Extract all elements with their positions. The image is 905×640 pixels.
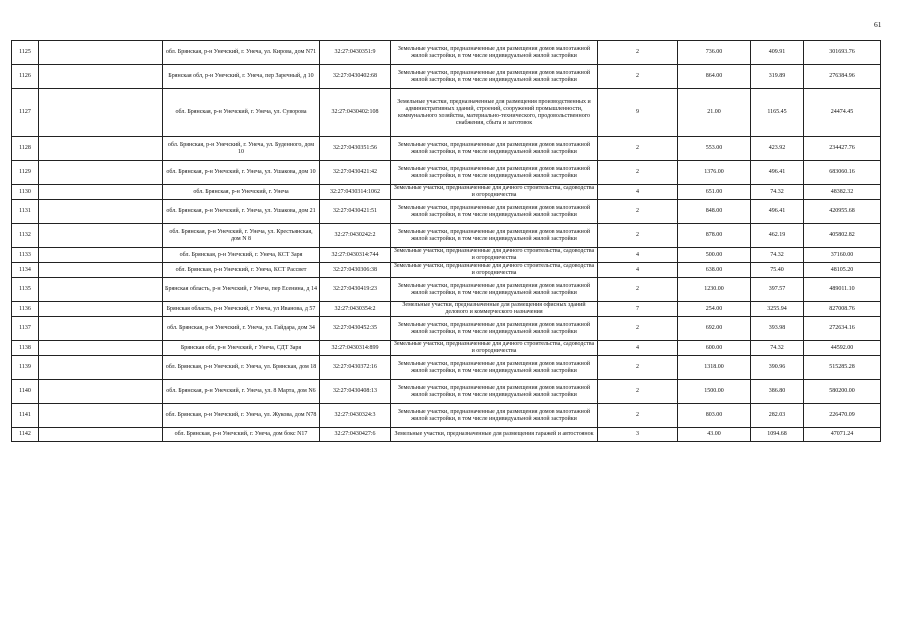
land-use-cell: Земельные участки, предназначенные для дачного строительства, садоводства и огородничества [391,341,598,356]
unit-value-cell: 74.32 [751,185,804,200]
use-group-cell: 4 [598,248,678,263]
blank-cell [39,263,163,278]
blank-cell [39,356,163,380]
unit-value-cell: 3255.94 [751,302,804,317]
unit-value-cell: 74.32 [751,248,804,263]
row-number: 1141 [12,404,39,428]
use-group-cell: 2 [598,278,678,302]
cadastral-number-cell: 32:27:0430421:51 [320,200,391,224]
unit-value-cell: 386.80 [751,380,804,404]
blank-cell [39,161,163,185]
blank-cell [39,302,163,317]
cadastral-number-cell: 32:27:0430408:13 [320,380,391,404]
use-group-cell: 4 [598,185,678,200]
row-number: 1139 [12,356,39,380]
blank-cell [39,278,163,302]
unit-value-cell: 1165.45 [751,89,804,137]
row-number: 1133 [12,248,39,263]
cadastral-number-cell: 32:27:0430314:744 [320,248,391,263]
unit-value-cell: 319.89 [751,65,804,89]
table-row [12,41,881,65]
table-row [12,302,881,317]
blank-cell [39,248,163,263]
area-cell: 848.00 [678,200,751,224]
row-number: 1129 [12,161,39,185]
cadastral-number-cell: 32:27:0430314:899 [320,341,391,356]
area-cell: 638.00 [678,263,751,278]
address-cell: обл. Брянская, р-н Унечский, г. Унеча, ул. 8 Марта, дом N6 [163,380,320,404]
address-cell: обл. Брянская, р-н Унечский, г. Унеча, ул. Ушакова, дом 10 [163,161,320,185]
table-row [12,248,881,263]
unit-value-cell: 75.40 [751,263,804,278]
cadastral-value-cell: 683060.16 [804,161,881,185]
blank-cell [39,341,163,356]
use-group-cell: 7 [598,302,678,317]
area-cell: 254.00 [678,302,751,317]
table-row [12,263,881,278]
land-use-cell: Земельные участки, предназначенные для размещения домов малоэтажной жилой застройки, в том числе индивидуальной жилой застройки [391,137,598,161]
use-group-cell: 2 [598,224,678,248]
table-row [12,137,881,161]
address-cell: Брянская обл, р-н Унечский, г Унеча, СДТ Заря [163,341,320,356]
use-group-cell: 2 [598,137,678,161]
cadastral-number-cell: 32:27:0430306:38 [320,263,391,278]
area-cell: 600.00 [678,341,751,356]
unit-value-cell: 496.41 [751,161,804,185]
cadastral-number-cell: 32:27:0430372:16 [320,356,391,380]
row-number: 1128 [12,137,39,161]
use-group-cell: 2 [598,317,678,341]
row-number: 1142 [12,428,39,442]
row-number: 1130 [12,185,39,200]
land-use-cell: Земельные участки, предназначенные для дачного строительства, садоводства и огородничества [391,263,598,278]
area-cell: 878.00 [678,224,751,248]
address-cell: обл. Брянская, р-н Унечский, г. Унеча, ул. Крестьянская, дом N 8 [163,224,320,248]
cadastral-number-cell: 32:27:0430324:3 [320,404,391,428]
area-cell: 21.00 [678,89,751,137]
cadastral-number-cell: 32:27:0430452:35 [320,317,391,341]
table-row [12,428,881,442]
row-number: 1137 [12,317,39,341]
cadastral-number-cell: 32:27:0430419:23 [320,278,391,302]
area-cell: 803.00 [678,404,751,428]
cadastral-number-cell: 32:27:0430351:56 [320,137,391,161]
row-number: 1127 [12,89,39,137]
cadastral-value-cell: 24474.45 [804,89,881,137]
table-row [12,341,881,356]
area-cell: 651.00 [678,185,751,200]
row-number: 1136 [12,302,39,317]
area-cell: 1318.00 [678,356,751,380]
cadastral-number-cell: 32:27:0430351:9 [320,41,391,65]
cadastral-value-cell: 489011.10 [804,278,881,302]
cadastral-value-cell: 405802.82 [804,224,881,248]
unit-value-cell: 282.03 [751,404,804,428]
cadastral-value-cell: 276384.96 [804,65,881,89]
area-cell: 553.00 [678,137,751,161]
table-row [12,89,881,137]
page-number: 61 [874,20,882,29]
cadastral-value-cell: 234427.76 [804,137,881,161]
address-cell: Брянская обл, р-н Унечский, г. Унеча, пер Заречный, д 10 [163,65,320,89]
address-cell: обл. Брянская, р-н Унечский, г. Унеча, ул. Гайдара, дом 34 [163,317,320,341]
cadastral-value-cell: 515285.28 [804,356,881,380]
unit-value-cell: 462.19 [751,224,804,248]
land-use-cell: Земельные участки, предназначенные для размещения офисных зданий делового и коммерческого назначения [391,302,598,317]
cadastral-value-cell: 272634.16 [804,317,881,341]
row-number: 1126 [12,65,39,89]
row-number: 1134 [12,263,39,278]
use-group-cell: 2 [598,161,678,185]
cadastral-value-cell: 37160.00 [804,248,881,263]
land-use-cell: Земельные участки, предназначенные для размещения производственных и административных зданий, строений, сооружений промышленности, коммунального хозяйства, материально-технического, продовольственного снабжения, сбыта и заготовок [391,89,598,137]
cadastral-number-cell: 32:27:0430242:2 [320,224,391,248]
address-cell: обл. Брянская, р-н Унечский, г. Унеча, ул. Суворова [163,89,320,137]
cadastral-value-cell: 48105.20 [804,263,881,278]
address-cell: обл. Брянская, р-н Унечский, г. Унеча, КСТ Заря [163,248,320,263]
blank-cell [39,185,163,200]
cadastral-number-cell: 32:27:0430402:68 [320,65,391,89]
address-cell: Брянская область, р-н Унечский, г Унеча, ул Иванова, д 57 [163,302,320,317]
blank-cell [39,317,163,341]
address-cell: Брянская область, р-н Унечский, г Унеча, пер Есенина, д 14 [163,278,320,302]
unit-value-cell: 74.32 [751,341,804,356]
land-use-cell: Земельные участки, предназначенные для размещения домов малоэтажной жилой застройки, в том числе индивидуальной жилой застройки [391,41,598,65]
unit-value-cell: 423.92 [751,137,804,161]
address-cell: обл. Брянская, р-н Унечский, г. Унеча, ул. Жукова, дом N78 [163,404,320,428]
land-use-cell: Земельные участки, предназначенные для размещения гаражей и автостоянок [391,428,598,442]
address-cell: обл. Брянская, р-н Унечский, г. Унеча, ул. Кирова, дом N71 [163,41,320,65]
table-row [12,356,881,380]
land-use-cell: Земельные участки, предназначенные для размещения домов малоэтажной жилой застройки, в том числе индивидуальной жилой застройки [391,278,598,302]
table-row [12,65,881,89]
unit-value-cell: 390.96 [751,356,804,380]
area-cell: 1230.00 [678,278,751,302]
area-cell: 1376.00 [678,161,751,185]
unit-value-cell: 393.98 [751,317,804,341]
cadastral-value-cell: 44592.00 [804,341,881,356]
cadastral-value-cell: 301693.76 [804,41,881,65]
unit-value-cell: 409.91 [751,41,804,65]
unit-value-cell: 397.57 [751,278,804,302]
land-use-cell: Земельные участки, предназначенные для размещения домов малоэтажной жилой застройки, в том числе индивидуальной жилой застройки [391,200,598,224]
cadastral-number-cell: 32:27:0430421:42 [320,161,391,185]
land-use-cell: Земельные участки, предназначенные для дачного строительства, садоводства и огородничества [391,248,598,263]
land-use-cell: Земельные участки, предназначенные для размещения домов малоэтажной жилой застройки, в том числе индивидуальной жилой застройки [391,161,598,185]
land-registry-table [11,40,881,442]
area-cell: 864.00 [678,65,751,89]
blank-cell [39,404,163,428]
blank-cell [39,41,163,65]
land-use-cell: Земельные участки, предназначенные для размещения домов малоэтажной жилой застройки, в том числе индивидуальной жилой застройки [391,380,598,404]
unit-value-cell: 1094.68 [751,428,804,442]
table-row [12,278,881,302]
blank-cell [39,89,163,137]
blank-cell [39,65,163,89]
cadastral-value-cell: 580200.00 [804,380,881,404]
cadastral-value-cell: 226470.09 [804,404,881,428]
area-cell: 43.00 [678,428,751,442]
table-row [12,224,881,248]
table-row [12,185,881,200]
area-cell: 736.00 [678,41,751,65]
blank-cell [39,380,163,404]
row-number: 1135 [12,278,39,302]
use-group-cell: 2 [598,65,678,89]
area-cell: 692.00 [678,317,751,341]
cadastral-number-cell: 32:27:0430314:1062 [320,185,391,200]
table-row [12,161,881,185]
cadastral-value-cell: 827008.76 [804,302,881,317]
address-cell: обл. Брянская, р-н Унечский, г. Унеча, ул. Буденного, дом 10 [163,137,320,161]
use-group-cell: 2 [598,356,678,380]
address-cell: обл. Брянская, р-н Унечский, г. Унеча, КСТ Рассвет [163,263,320,278]
use-group-cell: 2 [598,404,678,428]
row-number: 1131 [12,200,39,224]
use-group-cell: 2 [598,41,678,65]
cadastral-number-cell: 32:27:0430354:2 [320,302,391,317]
address-cell: обл. Брянская, р-н Унечский, г. Унеча [163,185,320,200]
table-row [12,380,881,404]
area-cell: 500.00 [678,248,751,263]
row-number: 1138 [12,341,39,356]
blank-cell [39,224,163,248]
use-group-cell: 4 [598,341,678,356]
use-group-cell: 2 [598,200,678,224]
cadastral-value-cell: 47071.24 [804,428,881,442]
unit-value-cell: 496.41 [751,200,804,224]
use-group-cell: 4 [598,263,678,278]
cadastral-value-cell: 420955.68 [804,200,881,224]
row-number: 1132 [12,224,39,248]
land-use-cell: Земельные участки, предназначенные для размещения домов малоэтажной жилой застройки, в том числе индивидуальной жилой застройки [391,317,598,341]
row-number: 1125 [12,41,39,65]
cadastral-value-cell: 48382.32 [804,185,881,200]
table-row [12,317,881,341]
land-use-cell: Земельные участки, предназначенные для размещения домов малоэтажной жилой застройки, в том числе индивидуальной жилой застройки [391,65,598,89]
address-cell: обл. Брянская, р-н Унечский, г. Унеча, ул. Брянская, дом 18 [163,356,320,380]
row-number: 1140 [12,380,39,404]
blank-cell [39,200,163,224]
use-group-cell: 3 [598,428,678,442]
land-use-cell: Земельные участки, предназначенные для размещения домов малоэтажной жилой застройки, в том числе индивидуальной жилой застройки [391,356,598,380]
table-row [12,200,881,224]
registry-body [12,41,881,442]
blank-cell [39,428,163,442]
land-use-cell: Земельные участки, предназначенные для размещения домов малоэтажной жилой застройки, в том числе индивидуальной жилой застройки [391,404,598,428]
area-cell: 1500.00 [678,380,751,404]
cadastral-number-cell: 32:27:0430427:6 [320,428,391,442]
cadastral-number-cell: 32:27:0430402:108 [320,89,391,137]
table-row [12,404,881,428]
land-use-cell: Земельные участки, предназначенные для размещения домов малоэтажной жилой застройки, в том числе индивидуальной жилой застройки [391,224,598,248]
blank-cell [39,137,163,161]
land-use-cell: Земельные участки, предназначенные для дачного строительства, садоводства и огородничества [391,185,598,200]
address-cell: обл. Брянская, р-н Унечский, г. Унеча, дом бокс N17 [163,428,320,442]
use-group-cell: 9 [598,89,678,137]
address-cell: обл. Брянская, р-н Унечский, г. Унеча, ул. Ушакова, дом 21 [163,200,320,224]
use-group-cell: 2 [598,380,678,404]
